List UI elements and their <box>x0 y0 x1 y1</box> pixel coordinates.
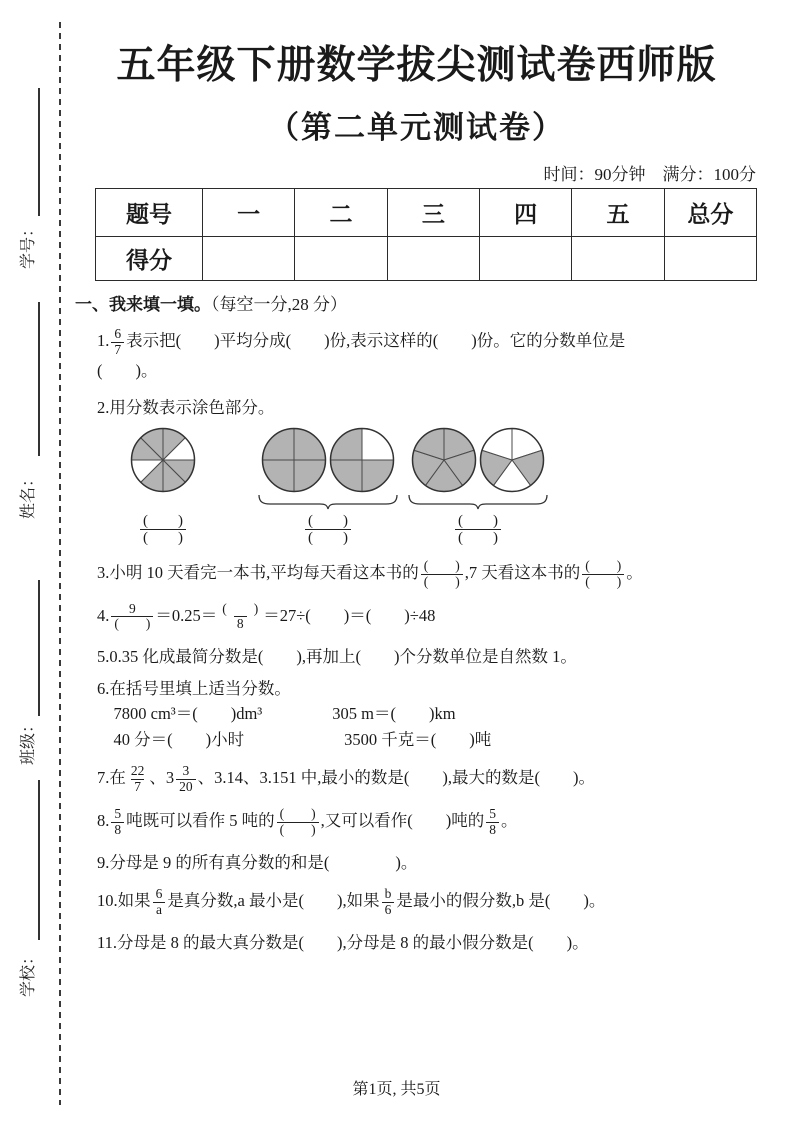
fraction-numerator: 6 <box>114 326 122 341</box>
question-text: 2.用分数表示涂色部分。 <box>97 398 275 418</box>
fraction-numerator: 6 <box>155 886 163 902</box>
fraction-numerator: ( ) <box>423 557 460 573</box>
question-text: 11.分母是 8 的最大真分数是( ),分母是 8 的最小假分数是( )。 <box>97 933 589 953</box>
fraction-denominator: 8 <box>111 822 124 838</box>
fraction-pie-circle <box>411 427 477 493</box>
fraction <box>486 807 499 838</box>
circle-row <box>411 427 545 493</box>
fraction <box>421 559 463 590</box>
score-table-column-header: 总分 <box>664 189 756 237</box>
fraction <box>128 764 148 795</box>
fraction-denominator: ( ) <box>421 574 463 590</box>
fraction <box>219 602 261 633</box>
score-table-column-header: 一 <box>203 189 295 237</box>
fraction-numerator: ( ) <box>458 512 498 529</box>
fraction-numerator: 9 <box>129 600 136 616</box>
question-text: ( )。 <box>97 360 158 380</box>
fraction-numerator: ( ) <box>585 557 622 573</box>
score-table-score-cell <box>387 237 479 281</box>
fraction <box>153 887 166 918</box>
fraction-denominator: 7 <box>131 779 144 795</box>
fraction-numerator: ( ) <box>279 806 316 822</box>
fraction-numerator: 22 <box>130 763 145 779</box>
sidebar-fill-line <box>38 88 40 216</box>
question-9 <box>97 807 758 838</box>
question-text: 10.如果 <box>97 891 151 911</box>
fraction-numerator: ( ) <box>222 600 259 616</box>
sidebar-field-label: 学号： <box>20 221 37 270</box>
fraction-pie-circle <box>329 427 395 493</box>
main-content <box>75 26 758 962</box>
question-10 <box>97 850 758 876</box>
sidebar-field-label: 学校： <box>20 949 37 998</box>
circle-group <box>408 427 548 547</box>
question-5 <box>97 602 758 633</box>
question-8 <box>97 764 758 795</box>
question-text: 5.0.35 化成最简分数是( ),再加上( )个分数单位是自然数 1。 <box>97 647 577 667</box>
question-2 <box>97 395 758 421</box>
fraction <box>382 887 395 918</box>
fraction-denominator: 8 <box>486 822 499 838</box>
question-2-diagram <box>97 427 758 547</box>
underbrace-icon <box>258 493 398 511</box>
score-table-header-row <box>96 189 757 237</box>
score-table-column-header: 三 <box>387 189 479 237</box>
score-table-score-cell <box>479 237 571 281</box>
question-4 <box>97 559 758 590</box>
question-text: ,又可以看作( )吨的 <box>320 811 485 831</box>
fraction-denominator: 6 <box>382 902 395 918</box>
fraction-numerator: b <box>384 886 392 902</box>
answer-fraction-blank <box>453 513 503 547</box>
answer-fraction-blank <box>138 513 188 547</box>
sidebar-fill-line <box>38 780 40 940</box>
question-1 <box>97 327 758 383</box>
blank-fraction <box>140 513 186 547</box>
question-text: 6.在括号里填上适当分数。 <box>97 678 291 698</box>
question-12 <box>97 930 758 956</box>
score-table-column-header: 二 <box>295 189 387 237</box>
question-text: 。 <box>626 562 643 582</box>
page-title: 五年级下册数学拔尖测试卷西师版 <box>116 44 717 87</box>
questions-list <box>75 327 758 956</box>
circle-row <box>130 427 196 493</box>
circle-group <box>130 427 196 547</box>
score-table-corner-label: 题号 <box>96 189 203 237</box>
question-text: 3.小明 10 天看完一本书,平均每天看这本书的 <box>97 562 419 582</box>
question-7 <box>97 676 758 753</box>
fraction-denominator: 8 <box>234 616 247 632</box>
question-text: 表示把( )平均分成( )份,表示这样的( )份。它的分数单位是 <box>126 331 626 351</box>
question-text: 是最小的假分数,b 是( )。 <box>396 891 606 911</box>
sidebar-field-label: 姓名： <box>20 471 37 520</box>
fraction-numerator: 5 <box>114 806 122 822</box>
score-table-score-cell <box>295 237 387 281</box>
fraction-pie-circle <box>479 427 545 493</box>
question-text: ＝0.25＝ <box>155 605 218 625</box>
sidebar-fill-line <box>38 580 40 716</box>
brace-slot <box>408 493 548 511</box>
exam-meta: 时间：90分钟 满分：100分 <box>543 165 756 184</box>
fraction-denominator: ( ) <box>277 822 319 838</box>
fraction-numerator: ( ) <box>143 512 183 529</box>
sidebar-field-label: 班级： <box>20 717 37 766</box>
question-text: 4. <box>97 605 110 625</box>
fraction-denominator: a <box>153 902 165 918</box>
question-text: ＝27÷( )＝( )÷48 <box>263 605 436 625</box>
blank-fraction <box>305 513 351 547</box>
question-text: 305 m＝( )km <box>332 704 456 724</box>
seal-dashed-line <box>59 22 61 1105</box>
question-text: 。 <box>501 811 518 831</box>
fraction-numerator: 5 <box>489 806 496 822</box>
fraction-denominator: ( ) <box>305 529 351 547</box>
fraction-denominator: ( ) <box>140 529 186 547</box>
question-text: 40 分＝( )小时 <box>97 729 245 749</box>
fraction-denominator: ( ) <box>455 529 501 547</box>
fraction-denominator: ( ) <box>582 574 624 590</box>
answer-fraction-blank <box>303 513 353 547</box>
fraction <box>277 807 319 838</box>
fraction-numerator: ( ) <box>308 512 348 529</box>
fraction-denominator: 7 <box>111 342 124 358</box>
question-text: 3500 千克＝( )吨 <box>344 729 492 749</box>
score-table-score-row <box>96 237 757 281</box>
question-text: 、3 <box>149 768 175 788</box>
blank-fraction <box>455 513 501 547</box>
score-table-score-cell <box>572 237 664 281</box>
question-text: 7.在 <box>97 768 126 788</box>
question-text: 1. <box>97 331 110 351</box>
fraction-numerator: 3 <box>182 763 190 779</box>
score-table-column-header: 四 <box>479 189 571 237</box>
score-table-score-cell <box>664 237 756 281</box>
fraction <box>111 602 153 633</box>
question-text: 、3.14、3.151 中,最小的数是( ),最大的数是( )。 <box>197 768 595 788</box>
fraction <box>111 327 124 358</box>
question-text: 7800 cm³＝( )dm³ <box>97 704 263 724</box>
score-table-column-header: 五 <box>572 189 664 237</box>
question-text: 是真分数,a 最小是( ),如果 <box>167 891 380 911</box>
fraction-denominator: 20 <box>176 779 196 795</box>
page-subtitle: （第二单元测试卷） <box>268 110 565 145</box>
fraction <box>176 764 196 795</box>
score-table-row-label: 得分 <box>96 237 203 281</box>
question-text: 8. <box>97 811 110 831</box>
circle-group <box>258 427 398 547</box>
sidebar-fill-line <box>38 302 40 456</box>
fraction <box>582 559 624 590</box>
score-table-score-cell <box>203 237 295 281</box>
fraction-pie-circle <box>261 427 327 493</box>
fraction-pie-circle <box>130 427 196 493</box>
brace-slot <box>258 493 398 511</box>
question-6 <box>97 644 758 670</box>
question-text: 吨既可以看作 5 吨的 <box>126 811 275 831</box>
score-table <box>95 188 757 281</box>
section-1-heading-main: 一、我来填一填。 <box>75 295 211 314</box>
fraction-denominator: ( ) <box>111 616 153 632</box>
question-11 <box>97 887 758 918</box>
question-text: ,7 天看这本书的 <box>464 562 581 582</box>
question-text: 9.分母是 9 的所有真分数的和是( )。 <box>97 852 418 872</box>
page-footer: 第1页, 共5页 <box>352 1081 441 1098</box>
underbrace-icon <box>408 493 548 511</box>
section-1-heading <box>75 290 758 315</box>
circle-row <box>261 427 395 493</box>
section-1-heading-note: （每空一分,28 分） <box>211 295 347 314</box>
fraction <box>111 807 124 838</box>
